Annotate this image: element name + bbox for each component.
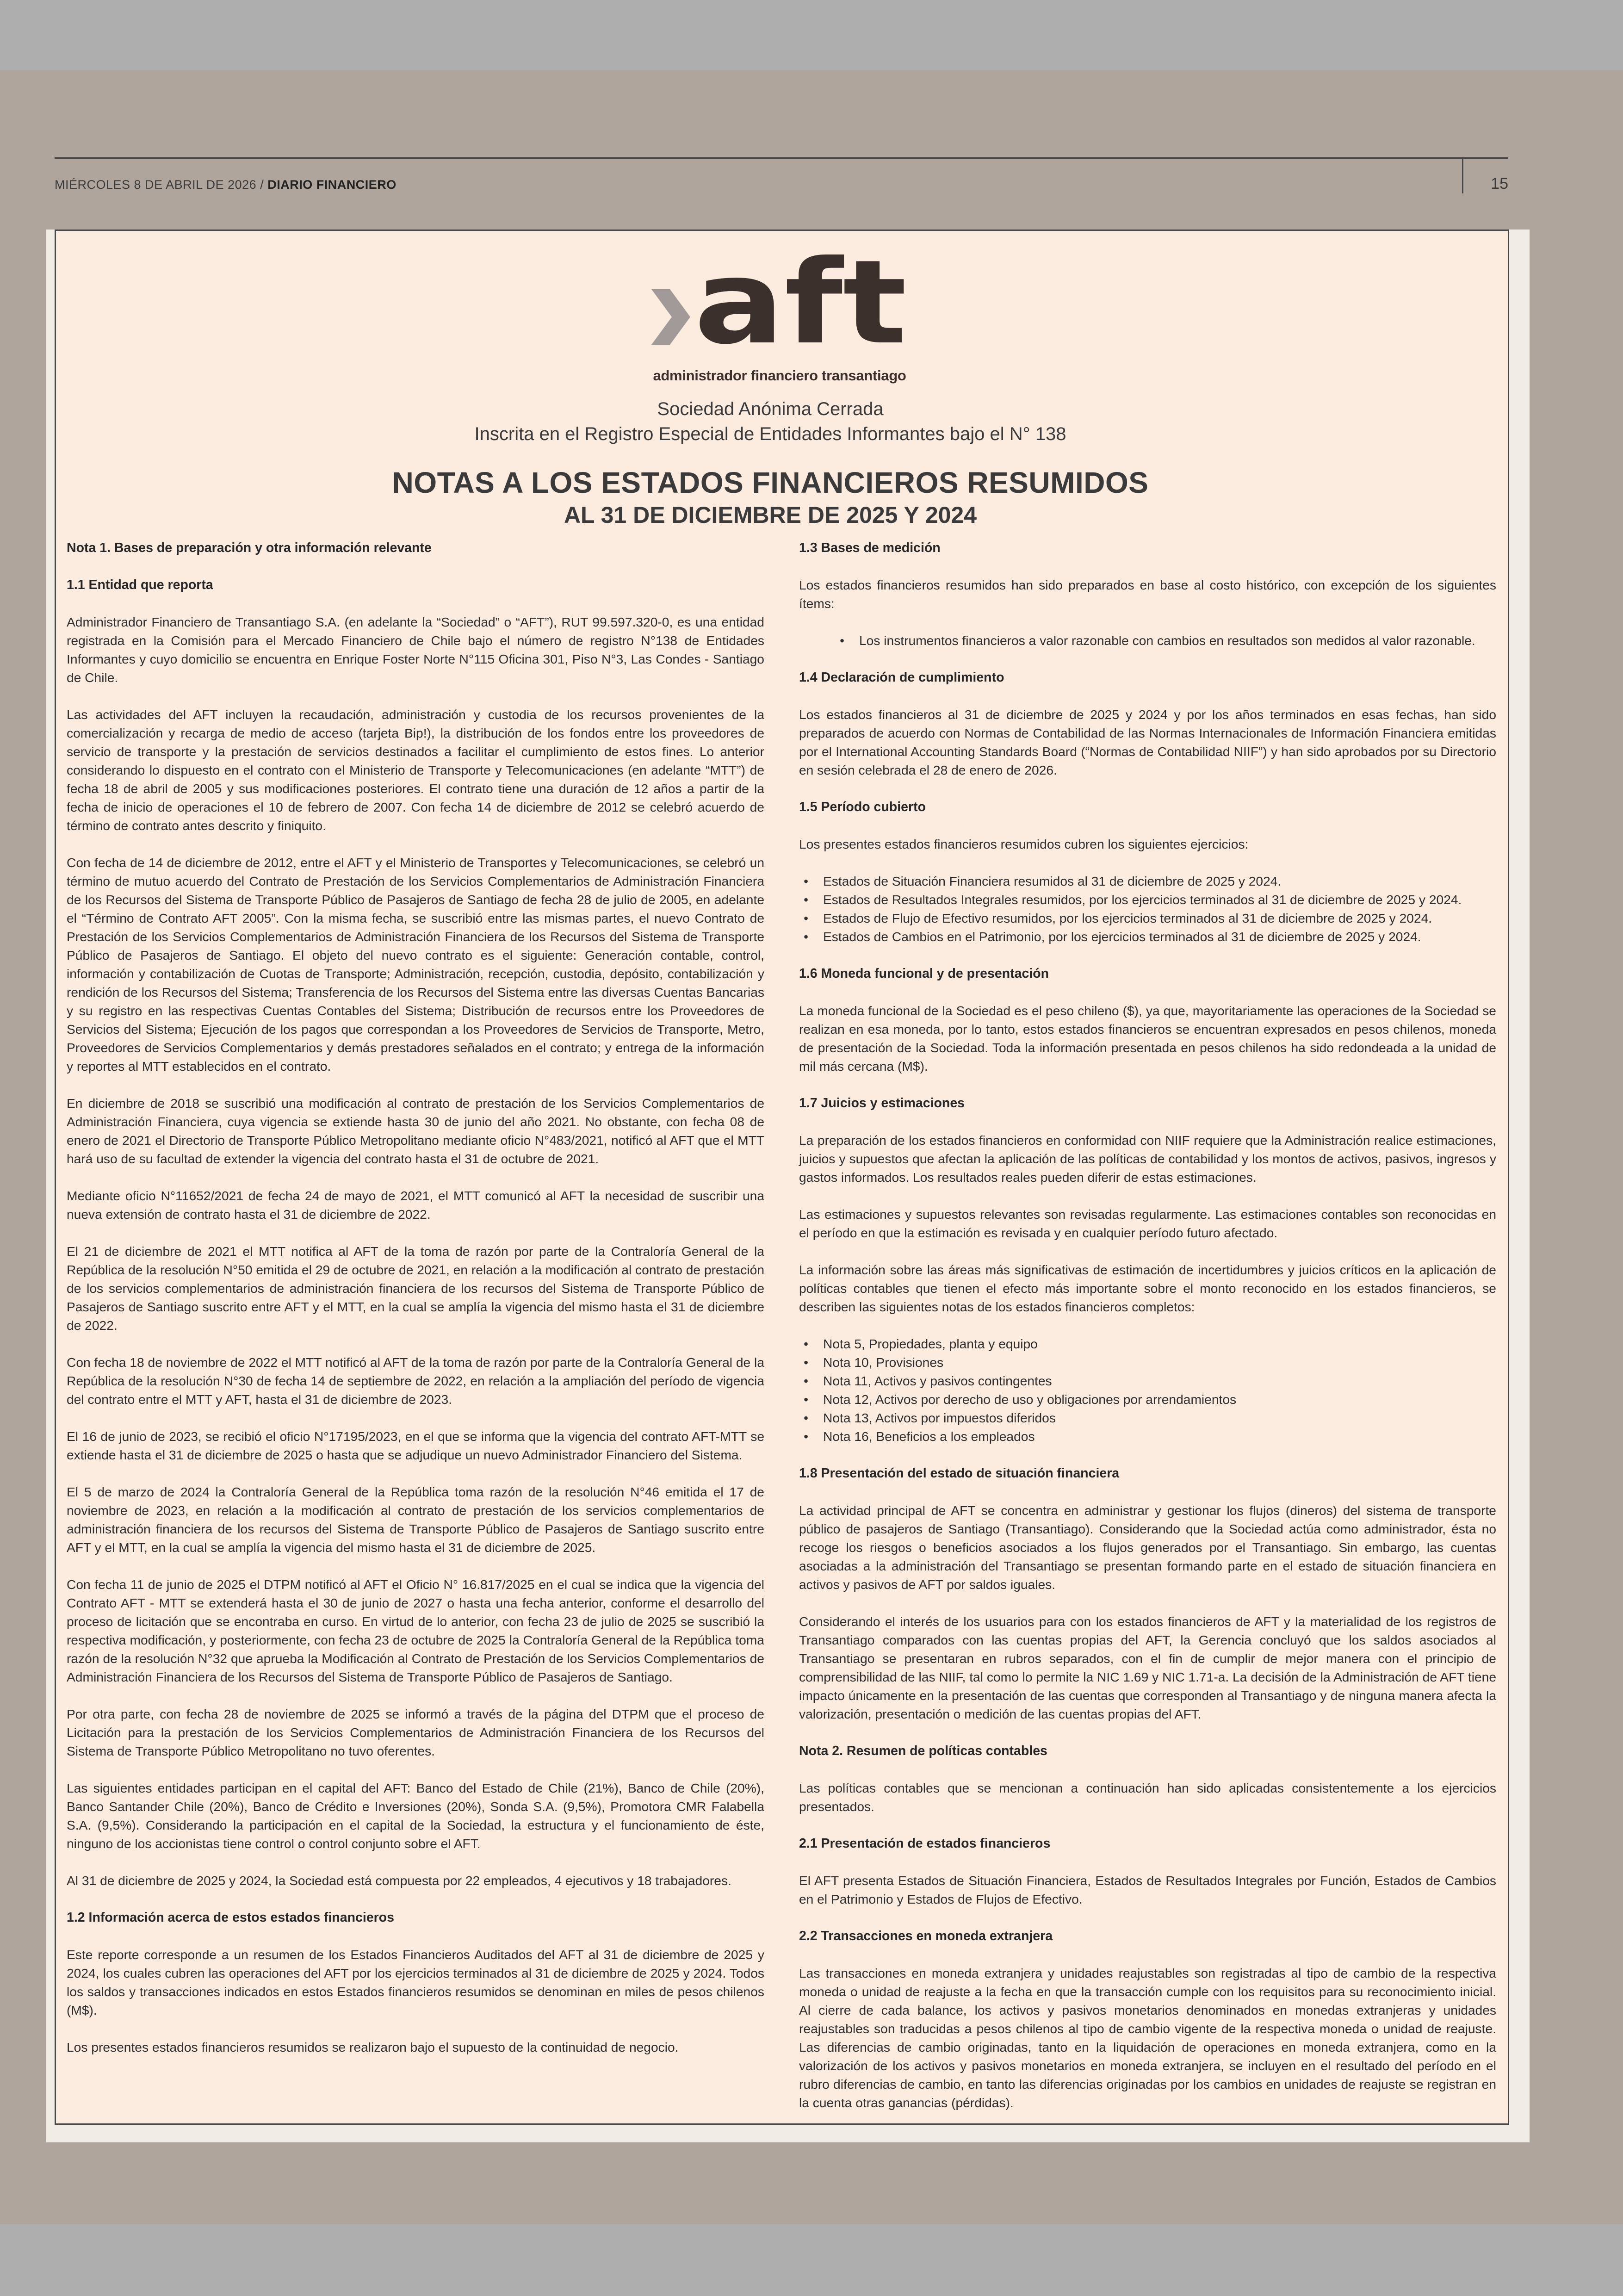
list-item: • Nota 12, Activos por derecho de uso y obligaciones por arrendamientos <box>823 1390 1496 1409</box>
header-publication: DIARIO FINANCIERO <box>267 178 396 192</box>
list-item: • Nota 13, Activos por impuestos diferidos <box>823 1409 1496 1427</box>
list-item: • Estados de Cambios en el Patrimonio, por los ejercicios terminados al 31 de diciembre de 2025 y 2024. <box>823 927 1496 946</box>
document-title: NOTAS A LOS ESTADOS FINANCIEROS RESUMIDOS <box>392 466 1149 499</box>
paragraph: Administrador Financiero de Transantiago S.A. (en adelante la “Sociedad” o “AFT”), RUT 99.597.320-0, es una entidad registrada en la Comisión para el Mercado Financiero de Chile bajo el número de registro N°138 de Entidades Informantes y cuyo domicilio se encuentra en Enrique Foster Norte N°115 Oficina 301, Piso N°3, Las Condes - Santiago de Chile. <box>67 614 764 685</box>
paragraph: El AFT presenta Estados de Situación Financiera, Estados de Resultados Integrales por Función, Estados de Cambios en el Patrimonio y Estados de Flujos de Efectivo. <box>799 1873 1496 1906</box>
paragraph: Los presentes estados financieros resumidos cubren los siguientes ejercicios: <box>799 837 1249 851</box>
paragraph: Las estimaciones y supuestos relevantes son revisadas regularmente. Las estimaciones contables son reconocidas en el período en que la estimación es revisada y en cualquier período futuro afectado. <box>799 1207 1496 1240</box>
section-2-1-heading: 2.1 Presentación de estados financieros <box>799 1836 1051 1851</box>
logo-chevron-icon <box>651 289 690 345</box>
page-number: 15 <box>1491 175 1508 192</box>
paragraph: Considerando el interés de los usuarios para con los estados financieros de AFT y la materialidad de los registros de Transantiago comparados con las cuentas propias del AFT, la Gerencia concluyó que los saldos asociados al Transantiago se presentaran en rubros separados, con el fin de cumplir de mejor manera con el principio de comprensibilidad de las NIIF, tal como lo permite la NIC 1.69 y NIC 1.71-a. La decisión de la Administración de AFT tiene impacto únicamente en la presentación de las cuentas que corresponden al Transantiago y de ninguna manera afecta la valorización, presentación o medición de las cuentas propias del AFT. <box>799 1614 1496 1721</box>
paragraph: El 5 de marzo de 2024 la Contraloría General de la República toma razón de la resolución N°46 emitida el 17 de noviembre de 2023, en relación a la modificación al contrato de prestación de los servicios complementarios de administración financiera de los recursos del Sistema de Transporte Público de Pasajeros de Santiago suscrito entre AFT y el MTT, en la cual se amplía la vigencia del mismo hasta el 31 de diciembre de 2025. <box>67 1484 764 1555</box>
list-item: • Estados de Flujo de Efectivo resumidos, por los ejercicios terminados al 31 de diciembre de 2025 y 2024. <box>823 909 1496 927</box>
paragraph: Las actividades del AFT incluyen la recaudación, administración y custodia de los recursos provenientes de la comercialización y recarga de medio de acceso (tarjeta Bip!), la distribución de los fondos entre los proveedores de servicio de transporte y la prestación de servicios destinados a facilitar el cumplimiento de estos fines. Lo anterior considerando lo dispuesto en el contrato con el Ministerio de Transporte y Telecomunicaciones (en adelante “MTT”) de fecha 18 de abril de 2005 y sus modificaciones posteriores. El contrato tiene una duración de 12 años a partir de la fecha de inicio de operaciones el 10 de febrero de 2007. Con fecha 14 de diciembre de 2012 se celebró acuerdo de término de contrato antes descrito y finiquito. <box>67 707 764 833</box>
section-1-1-heading: 1.1 Entidad que reporta <box>67 577 213 592</box>
paragraph: Con fecha 11 de junio de 2025 el DTPM notificó al AFT el Oficio N° 16.817/2025 en el cual se indica que la vigencia del Contrato AFT - MTT se extenderá hasta el 30 de junio de 2027 o hasta una fecha anterior, conforme el desarrollo del proceso de licitación que se encontraba en curso. En virtud de lo anterior, con fecha 23 de julio de 2025 se suscribió la respectiva modificación, y posteriormente, con fecha 23 de octubre de 2025 la Contraloría General de la República toma razón de la resolución N°32 que aprueba la Modificación al Contrato de Prestación de los Servicios Complementarios de Administración Financiera de los Recursos del Sistema de Transporte Público de Pasajeros de Santiago. <box>67 1577 764 1684</box>
paragraph: Los presentes estados financieros resumidos se realizaron bajo el supuesto de la continuidad de negocio. <box>67 2040 679 2054</box>
section-1-8-heading: 1.8 Presentación del estado de situación financiera <box>799 1466 1120 1481</box>
paragraph: El 21 de diciembre de 2021 el MTT notifica al AFT de la toma de razón por parte de la Contraloría General de la República de la resolución N°50 emitida el 29 de octubre de 2021, en relación a la modificación al contrato de prestación de los servicios complementarios de administración financiera de los recursos del Sistema de Transporte Público de Pasajeros de Santiago suscrito entre AFT y el MTT, en la cual se amplía la vigencia del mismo hasta el 31 de diciembre de 2022. <box>67 1244 764 1333</box>
aft-logo <box>648 243 911 359</box>
nota1-heading: Nota 1. Bases de preparación y otra información relevante <box>67 540 432 555</box>
list-item: • Nota 5, Propiedades, planta y equipo <box>823 1334 1496 1353</box>
paragraph: Con fecha 18 de noviembre de 2022 el MTT notificó al AFT de la toma de razón por parte de la Contraloría General de la República de la resolución N°30 de fecha 14 de septiembre de 2022, en relación a la ampliación del período de vigencia del contrato entre el MTT y AFT, hasta el 31 de diciembre de 2023. <box>67 1355 764 1407</box>
measurement-list <box>799 631 1496 650</box>
registry-line: Inscrita en el Registro Especial de Entidades Informantes bajo el N° 138 <box>474 424 1066 444</box>
header-rule <box>55 157 1508 159</box>
header-dateline <box>55 178 396 192</box>
paragraph: Este reporte corresponde a un resumen de los Estados Financieros Auditados del AFT al 31 de diciembre de 2025 y 2024, los cuales cubren las operaciones del AFT por los ejercicios terminados al 31 de diciembre de 2025 y 2024. Todos los saldos y transacciones indicados en estos Estados financieros resumidos se denominan en miles de pesos chilenos (M$). <box>67 1947 764 2017</box>
period-list <box>799 872 1496 946</box>
section-1-4-heading: 1.4 Declaración de cumplimiento <box>799 670 1004 685</box>
paragraph: Las transacciones en moneda extranjera y unidades reajustables son registradas al tipo de cambio de la respectiva moneda o unidad de reajuste a la fecha en que la transacción cumple con los requisitos para su reconocimiento inicial. Al cierre de cada balance, los activos y pasivos monetarios denominados en monedas extranjeras y unidades reajustables son traducidas a pesos chilenos al tipo de cambio vigente de la respectiva moneda o unidad de reajuste. Las diferencias de cambio originadas, tanto en la liquidación de operaciones en moneda extranjera, como en la valorización de los activos y pasivos monetarios en moneda extranjera, se incluyen en el resultado del período en el rubro diferencias de cambio, en tanto las diferencias originadas por los cambios en unidades de reajuste se registran en la cuenta otras ganancias (pérdidas). <box>799 1966 1496 2110</box>
section-1-2-heading: 1.2 Información acerca de estos estados financieros <box>67 1910 395 1925</box>
section-1-5-heading: 1.5 Período cubierto <box>799 800 926 814</box>
list-item: • Los instrumentos financieros a valor razonable con cambios en resultados son medidos al valor razonable. <box>859 631 1496 650</box>
paragraph: La actividad principal de AFT se concentra en administrar y gestionar los flujos (dineros) del sistema de transporte público de pasajeros de Santiago (Transantiago). Considerando que la Sociedad actúa como administrador, ésta no recoge los riesgos o beneficios asociados a los flujos generados por el Transantiago. Sin embargo, las cuentas asociadas a la administración del Transantiago se presentan formando parte en el estado de situación financiera en activos y pasivos de AFT por saldos iguales. <box>799 1503 1496 1592</box>
list-item: • Estados de Resultados Integrales resumidos, por los ejercicios terminados al 31 de diciembre de 2025 y 2024. <box>823 890 1496 909</box>
section-2-2-heading: 2.2 Transacciones en moneda extranjera <box>799 1929 1053 1943</box>
list-item: • Nota 16, Beneficios a los empleados <box>823 1427 1496 1446</box>
logo-text: aft <box>694 243 907 359</box>
paragraph: Al 31 de diciembre de 2025 y 2024, la Sociedad está compuesta por 22 empleados, 4 ejecutivos y 18 trabajadores. <box>67 1873 731 1888</box>
paragraph: La información sobre las áreas más significativas de estimación de incertidumbres y juicios críticos en la aplicación de políticas contables que tienen el efecto más importante sobre el monto reconocido en los estados financieros, se describen las siguientes notas de los estados financieros completos: <box>799 1262 1496 1314</box>
document-subtitle: AL 31 DE DICIEMBRE DE 2025 Y 2024 <box>564 502 977 528</box>
header-date: MIÉRCOLES 8 DE ABRIL DE 2026 <box>55 178 257 192</box>
section-1-6-heading: 1.6 Moneda funcional y de presentación <box>799 966 1049 981</box>
section-1-7-heading: 1.7 Juicios y estimaciones <box>799 1096 965 1111</box>
paragraph: Por otra parte, con fecha 28 de noviembre de 2025 se informó a través de la página del DTPM que el proceso de Licitación para la prestación de los Servicios Complementarios de Administración Financiera de los Recursos del Sistema de Transporte Público Metropolitano no tuvo oferentes. <box>67 1706 764 1758</box>
list-item: • Nota 10, Provisiones <box>823 1353 1496 1371</box>
logo-caption: administrador financiero transantiago <box>653 367 906 384</box>
paragraph: El 16 de junio de 2023, se recibió el oficio N°17195/2023, en el que se informa que la vigencia del contrato AFT-MTT se extiende hasta el 31 de diciembre de 2025 o hasta que se adjudique un nuevo Administrador Financiero del Sistema. <box>67 1429 764 1462</box>
header-separator: / <box>260 178 264 192</box>
list-item: • Estados de Situación Financiera resumidos al 31 de diciembre de 2025 y 2024. <box>823 872 1496 890</box>
list-item: • Nota 11, Activos y pasivos contingentes <box>823 1371 1496 1390</box>
paragraph: La preparación de los estados financieros en conformidad con NIIF requiere que la Administración realice estimaciones, juicios y supuestos que afectan la aplicación de las políticas de contabilidad y los montos de activos, pasivos, ingresos y gastos informados. Los resultados reales pueden diferir de estas estimaciones. <box>799 1133 1496 1185</box>
paragraph: Mediante oficio N°11652/2021 de fecha 24 de mayo de 2021, el MTT comunicó al AFT la necesidad de suscribir una nueva extensión de contrato hasta el 31 de diciembre de 2022. <box>67 1188 764 1222</box>
paragraph: Los estados financieros al 31 de diciembre de 2025 y 2024 y por los años terminados en esas fechas, han sido preparados de acuerdo con Normas de Contabilidad de las Normas Internacionales de Información Financiera emitidas por el International Accounting Standards Board (“Normas de Contabilidad NIIF”) y han sido aprobados por su Directorio en sesión celebrada el 28 de enero de 2026. <box>799 707 1496 777</box>
right-column <box>799 539 1496 2130</box>
paragraph: En diciembre de 2018 se suscribió una modificación al contrato de prestación de los Servicios Complementarios de Administración Financiera, cuya vigencia se extiende hasta 30 de junio del año 2021. No obstante, con fecha 08 de enero de 2021 el Directorio de Transporte Público Metropolitano mediante oficio N°483/2021, notificó al AFT que el MTT hará uso de su facultad de extender la vigencia del contrato hasta el 31 de octubre de 2021. <box>67 1096 764 1166</box>
nota2-heading: Nota 2. Resumen de políticas contables <box>799 1744 1047 1758</box>
company-type: Sociedad Anónima Cerrada <box>657 399 884 419</box>
header-page-divider <box>1462 157 1463 193</box>
paragraph: Los estados financieros resumidos han sido preparados en base al costo histórico, con excepción de los siguientes ítems: <box>799 577 1496 611</box>
paragraph: La moneda funcional de la Sociedad es el peso chileno ($), ya que, mayoritariamente las operaciones de la Sociedad se realizan en esa moneda, por lo tanto, estos estados financieros se encuentran expresados en pesos chilenos, moneda de presentación de la Sociedad. Toda la información presentada en pesos chilenos ha sido redondeada a la unidad de mil más cercana (M$). <box>799 1003 1496 1074</box>
section-1-3-heading: 1.3 Bases de medición <box>799 540 941 555</box>
paragraph: Las políticas contables que se mencionan a continuación han sido aplicadas consistentemente a los ejercicios presentados. <box>799 1781 1496 1814</box>
left-column <box>67 539 764 2075</box>
paragraph: Con fecha de 14 de diciembre de 2012, entre el AFT y el Ministerio de Transportes y Telecomunicaciones, se celebró un término de mutuo acuerdo del Contrato de Prestación de los Servicios Complementarios de Administración Financiera de los Recursos del Sistema de Transporte Público de Pasajeros de Santiago de fecha 28 de julio de 2005, en adelante el “Término de Contrato AFT 2005”. Con la misma fecha, se suscribió entre las mismas partes, el nuevo Contrato de Prestación de los Servicios Complementarios de Administración Financiera de los Recursos del Sistema de Transporte Público de Pasajeros de Santiago. El objeto del nuevo contrato es el siguiente: Generación contable, control, información y contabilización de Cuotas de Transporte; Administración, recepción, custodia, depósito, contabilización y rendición de los Recursos del Sistema; Transferencia de los Recursos del Sistema entre las diversas Cuentas Bancarias y su registro en las respectivas Cuentas Contables del Sistema; Distribución de recursos entre los Proveedores de Servicios del Sistema; Ejecución de los pagos que correspondan a los Proveedores de Servicios de Transporte, Metro, Proveedores de Servicios Complementarios y demás prestadores señalados en el contrato; y entrega de la información y reportes al MTT establecidos en el contrato. <box>67 855 764 1074</box>
paragraph: Las siguientes entidades participan en el capital del AFT: Banco del Estado de Chile (21%), Banco de Chile (20%), Banco Santander Chile (20%), Banco de Crédito e Inversiones (20%), Sonda S.A. (9,5%), Promotora CMR Falabella S.A. (9,5%). Considerando la participación en el capital de la Sociedad, la estructura y el funcionamiento de éste, ninguno de los accionistas tiene control o control conjunto sobre el AFT. <box>67 1781 764 1851</box>
notes-list <box>799 1334 1496 1446</box>
